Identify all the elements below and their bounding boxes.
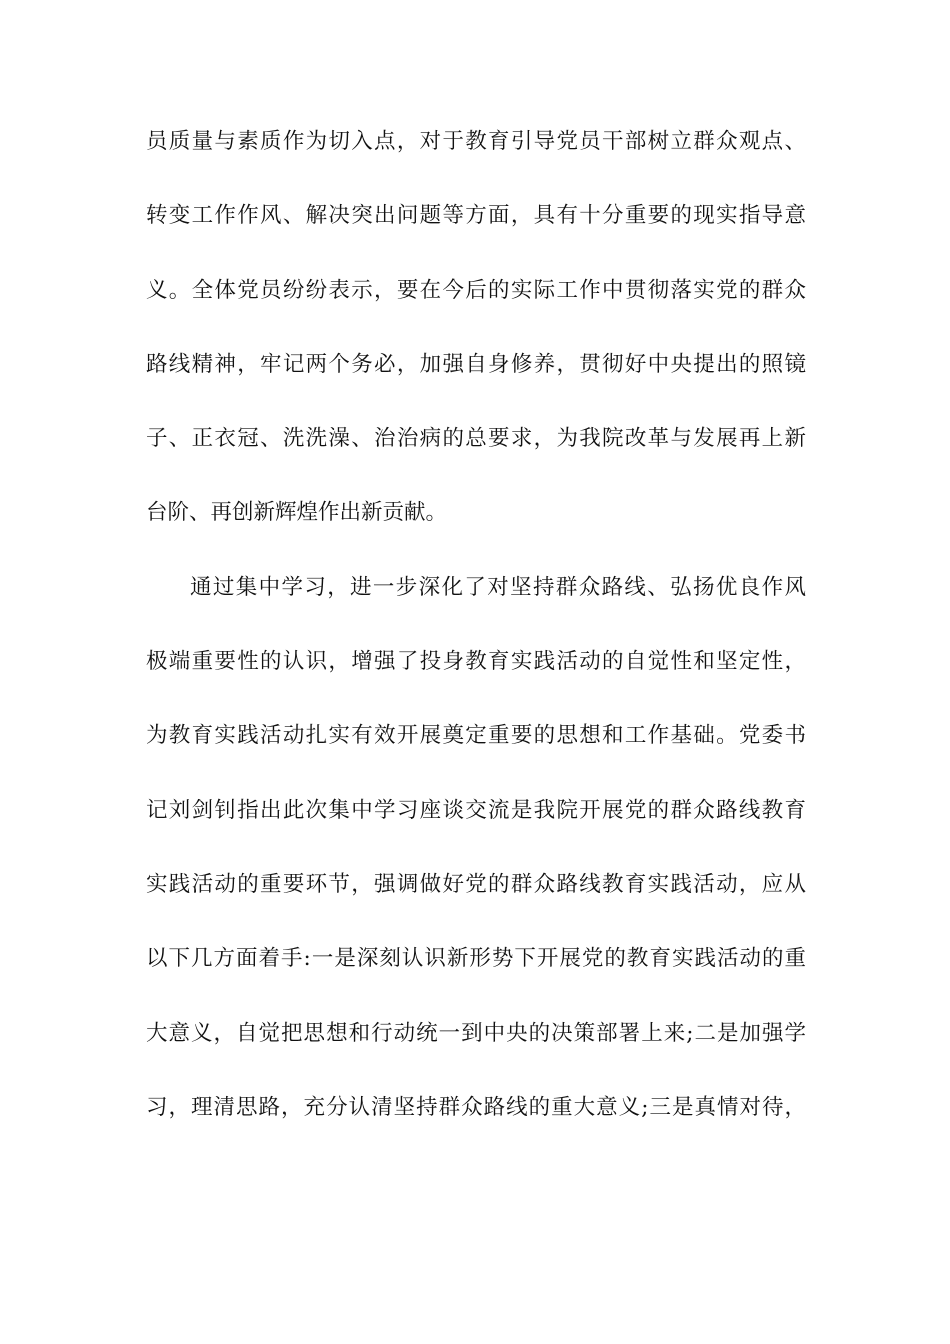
text-line: 习，理清思路，充分认清坚持群众路线的重大意义;三是真情对待， bbox=[146, 1094, 806, 1120]
text-line: 以下几方面着手:一是深刻认识新形势下开展党的教育实践活动的重 bbox=[146, 946, 806, 972]
text-line: 记刘剑钊指出此次集中学习座谈交流是我院开展党的群众路线教育 bbox=[146, 797, 806, 823]
text-line: 路线精神，牢记两个务必，加强自身修养，贯彻好中央提出的照镜 bbox=[146, 351, 806, 377]
text-line: 大意义，自觉把思想和行动统一到中央的决策部署上来;二是加强学 bbox=[146, 1020, 806, 1046]
body-text bbox=[146, 127, 806, 1167]
text-line: 为教育实践活动扎实有效开展奠定重要的思想和工作基础。党委书 bbox=[146, 723, 806, 749]
text-line: 极端重要性的认识，增强了投身教育实践活动的自觉性和坚定性， bbox=[146, 649, 806, 675]
text-line: 通过集中学习，进一步深化了对坚持群众路线、弘扬优良作风 bbox=[190, 574, 806, 600]
text-line: 转变工作作风、解决突出问题等方面，具有十分重要的现实指导意 bbox=[146, 203, 806, 229]
text-line: 台阶、再创新辉煌作出新贡献。 bbox=[146, 500, 448, 526]
text-line: 子、正衣冠、洗洗澡、治治病的总要求，为我院改革与发展再上新 bbox=[146, 426, 806, 452]
text-line: 实践活动的重要环节，强调做好党的群众路线教育实践活动，应从 bbox=[146, 871, 806, 897]
text-line: 员质量与素质作为切入点，对于教育引导党员干部树立群众观点、 bbox=[146, 129, 806, 154]
text-line: 义。全体党员纷纷表示，要在今后的实际工作中贯彻落实党的群众 bbox=[146, 277, 806, 303]
